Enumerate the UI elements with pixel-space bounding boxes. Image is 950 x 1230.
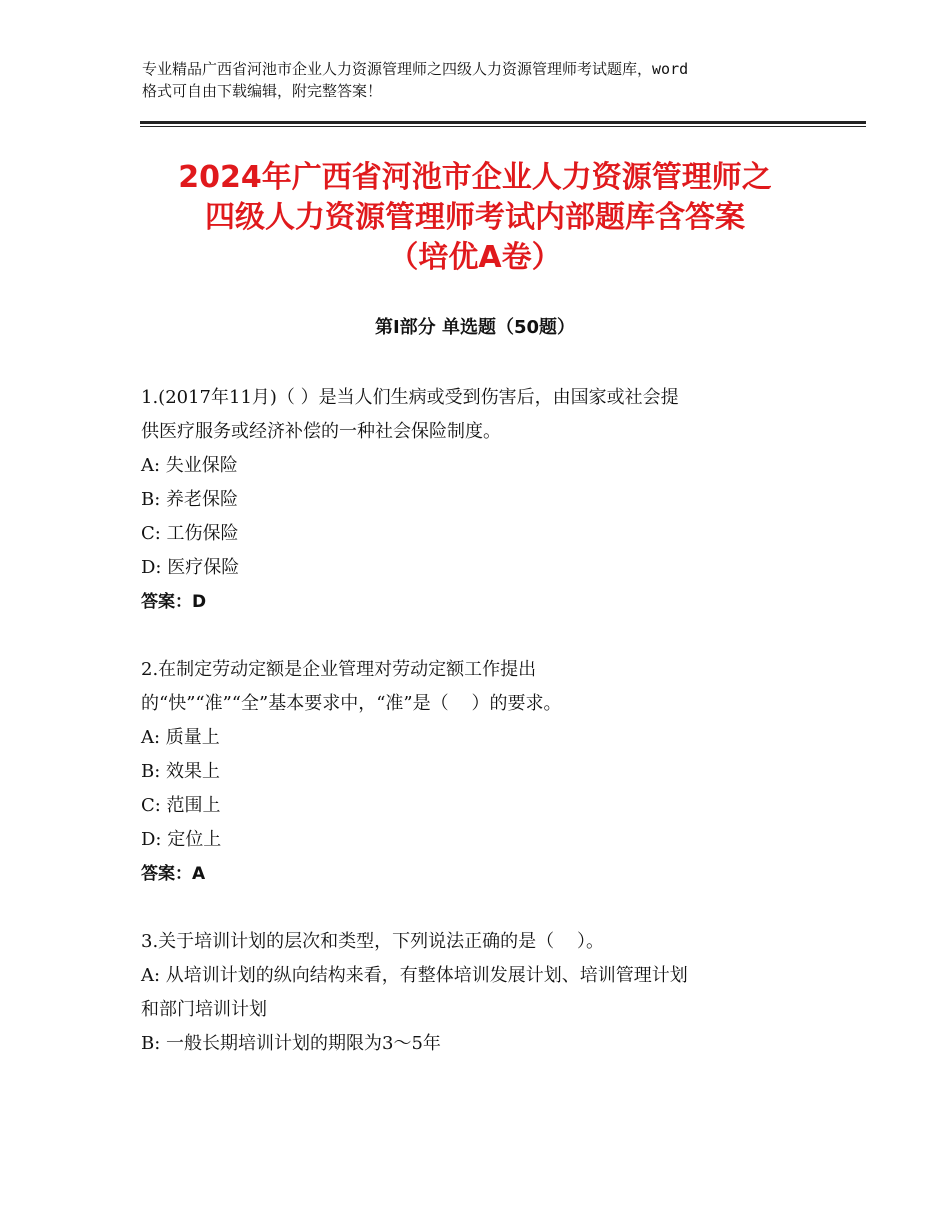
answer-label: 答案：A (141, 864, 206, 884)
header-divider-thick (140, 121, 866, 124)
question-1 (141, 381, 821, 619)
option-b: B: 养老保险 (141, 489, 239, 510)
document-title (140, 158, 810, 278)
option-b: B: 一般长期培训计划的期限为3～5年 (141, 1033, 441, 1054)
header-divider-thin (140, 126, 866, 127)
question-stem: 供医疗服务或经济补偿的一种社会保险制度。 (141, 421, 501, 442)
question-stem: 的“快”“准”“全”基本要求中，“准”是（ ）的要求。 (141, 693, 562, 714)
option-a: A: 质量上 (141, 727, 220, 748)
option-a: A: 失业保险 (141, 455, 238, 476)
document-title-line-1: 2024年广西省河池市企业人力资源管理师之 (178, 160, 772, 195)
section-title: 第Ⅰ部分 单选题（50题） (374, 317, 575, 338)
header-note-line-1: 专业精品广西省河池市企业人力资源管理师之四级人力资源管理师考试题库，word (142, 60, 689, 78)
question-list (141, 381, 821, 1061)
question-stem: 1.(2017年11月)（ ）是当人们生病或受到伤害后，由国家或社会提 (141, 387, 679, 408)
option-b: B: 效果上 (141, 761, 221, 782)
option-c: C: 范围上 (141, 795, 221, 816)
question-stem: 2.在制定劳动定额是企业管理对劳动定额工作提出 (141, 659, 537, 680)
option-a: A: 从培训计划的纵向结构来看，有整体培训发展计划、培训管理计划 (141, 965, 688, 986)
document-title-line-3: （培优A卷） (388, 240, 562, 275)
document-title-line-2: 四级人力资源管理师考试内部题库含答案 (205, 200, 745, 235)
answer-label: 答案：D (141, 592, 207, 612)
question-3 (141, 925, 821, 1061)
question-stem: 3.关于培训计划的层次和类型，下列说法正确的是（ ）。 (141, 931, 605, 952)
option-c: C: 工伤保险 (141, 523, 239, 544)
option-d: D: 医疗保险 (141, 557, 240, 578)
option-a-continued: 和部门培训计划 (141, 999, 267, 1020)
question-2 (141, 653, 821, 891)
header-note (142, 58, 822, 102)
option-d: D: 定位上 (141, 829, 222, 850)
header-note-line-2: 格式可自由下载编辑，附完整答案！ (142, 82, 383, 100)
